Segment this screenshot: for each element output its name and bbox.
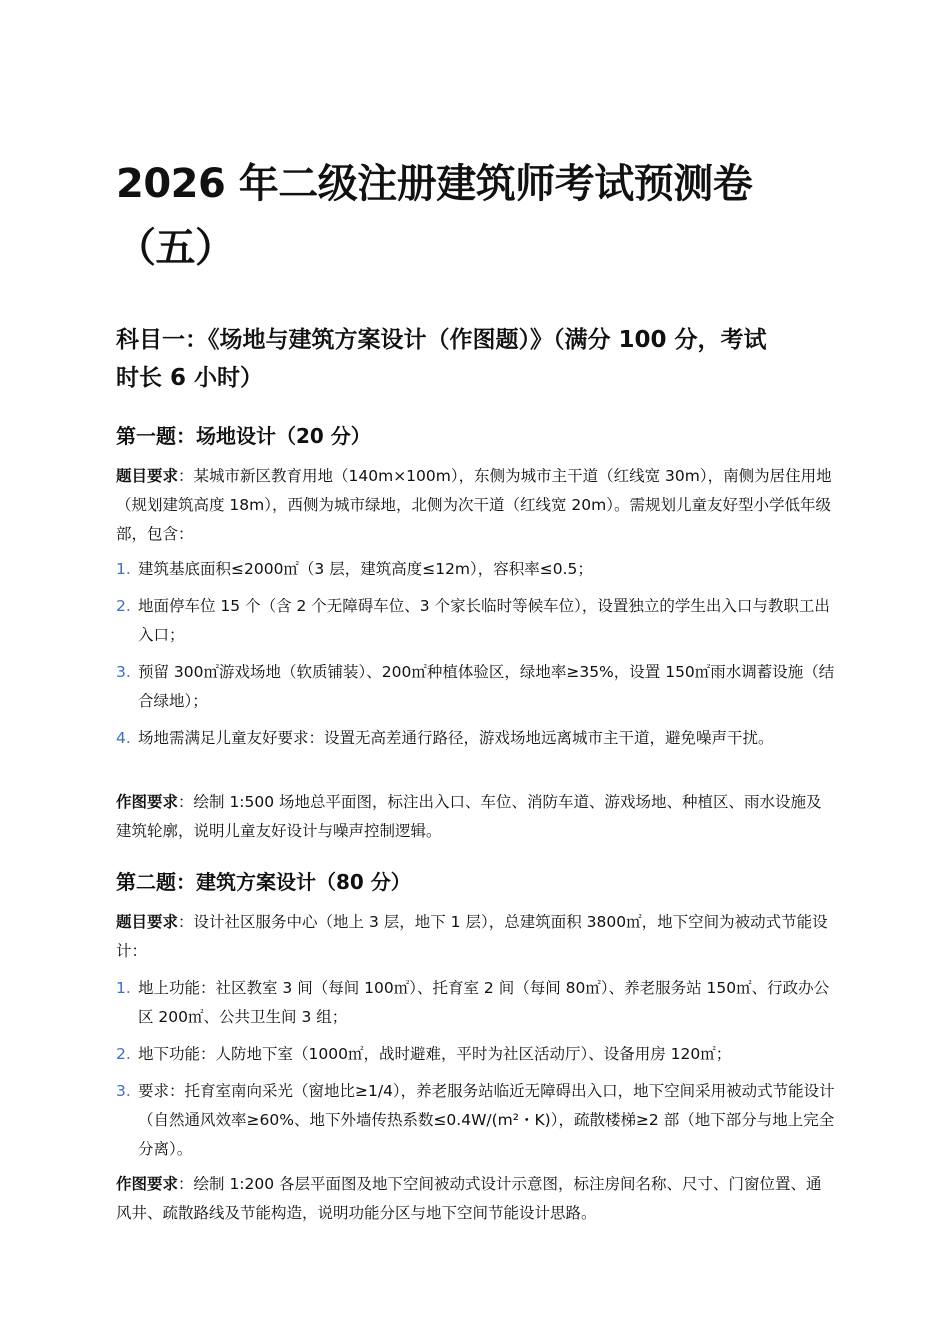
list-item [116,1040,836,1069]
question-1-requirements [116,462,836,549]
list-number: 2. [116,597,131,615]
subject-heading-line-2: 时长 6 小时） [116,365,264,391]
list-number: 2. [116,1045,131,1063]
list-number: 1. [116,979,131,997]
list-item [116,658,836,716]
subject-heading-line-1: 科目一：《场地与建筑方案设计（作图题）》（满分 100 分，考试 [116,327,767,353]
list-item-text: 建筑基底面积≤2000㎡（3 层，建筑高度≤12m），容积率≤0.5； [138,560,593,578]
list-item-text: 地下功能：人防地下室（1000㎡，战时避难，平时为社区活动厅）、设备用房 120㎡； [138,1045,732,1063]
subject-heading [116,321,836,397]
list-item [116,555,836,584]
question-2-requirements-label: 题目要求 [116,913,179,931]
list-number: 3. [116,1082,131,1100]
list-item-text: 地面停车位 15 个（含 2 个无障碍车位、3 个家长临时等候车位），设置独立的学生出入口与教职工出入口； [138,597,830,644]
list-number: 3. [116,663,131,681]
question-2-list [116,974,836,1164]
list-item [116,1077,836,1164]
question-1-drawing-requirements [116,788,836,846]
question-2-requirements-text: ：设计社区服务中心（地上 3 层，地下 1 层），总建筑面积 3800㎡，地下空间为被动式节能设计： [116,913,828,960]
question-1-requirements-text: ：某城市新区教育用地（140m×100m），东侧为城市主干道（红线宽 30m），南侧为居住用地（规划建筑高度 18m），西侧为城市绿地，北侧为次干道（红线宽 20m）。需规划儿童友好型小学低年级部，包含： [116,467,832,543]
list-item-text: 场地需满足儿童友好要求：设置无高差通行路径，游戏场地远离城市主干道，避免噪声干扰。 [138,729,774,747]
question-2-drawing-text: ：绘制 1:200 各层平面图及地下空间被动式设计示意图，标注房间名称、尺寸、门窗位置、通风井、疏散路线及节能构造，说明功能分区与地下空间节能设计思路。 [116,1175,822,1222]
list-item-text: 地上功能：社区教室 3 间（每间 100㎡）、托育室 2 间（每间 80㎡）、养老服务站 150㎡、行政办公区 200㎡、公共卫生间 3 组； [138,979,830,1026]
list-item-text: 要求：托育室南向采光（窗地比≥1/4），养老服务站临近无障碍出入口，地下空间采用被动式节能设计（自然通风效率≥60%、地下外墙传热系数≤0.4W/(m²・K)），疏散楼梯≥2 部（地下部分与地上完全分离）。 [138,1082,835,1158]
question-2-heading: 第二题：建筑方案设计（80 分） [116,870,411,894]
title-line-1: 2026 年二级注册建筑师考试预测卷 [116,161,753,207]
question-1-drawing-label: 作图要求 [116,793,179,811]
question-2-drawing-requirements [116,1170,836,1228]
title-line-2: （五） [116,225,235,271]
question-1-drawing-text: ：绘制 1:500 场地总平面图，标注出入口、车位、消防车道、游戏场地、种植区、雨水设施及建筑轮廓，说明儿童友好设计与噪声控制逻辑。 [116,793,822,840]
question-1-requirements-label: 题目要求 [116,467,179,485]
document-title [116,152,836,280]
list-item-text: 预留 300㎡游戏场地（软质铺装）、200㎡种植体验区，绿地率≥35%，设置 150㎡雨水调蓄设施（结合绿地）； [138,663,835,710]
question-2-requirements [116,908,836,966]
list-item [116,974,836,1032]
list-item [116,592,836,650]
question-1-list [116,555,836,753]
question-2-drawing-label: 作图要求 [116,1175,179,1193]
list-item [116,724,836,753]
list-number: 1. [116,560,131,578]
question-1-heading: 第一题：场地设计（20 分） [116,424,371,448]
list-number: 4. [116,729,131,747]
